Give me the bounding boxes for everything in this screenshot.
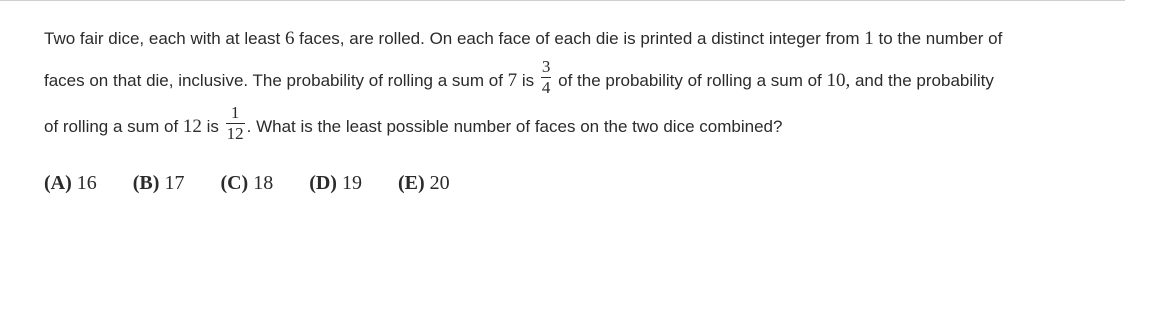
problem-text: of the probability of rolling a sum of (553, 70, 827, 90)
math-number: 12 (182, 115, 202, 137)
problem-text: and the probability (850, 70, 994, 90)
choice-value: 20 (429, 172, 450, 194)
math-number: 6 (284, 28, 295, 49)
choice-label: (D) (309, 172, 337, 194)
choice-a (44, 170, 97, 196)
fraction-denominator: 4 (541, 78, 551, 97)
fraction-one-twelfth (226, 104, 245, 143)
choice-value: 19 (341, 172, 362, 194)
choice-label: (C) (220, 172, 249, 194)
fraction-numerator: 1 (230, 103, 240, 122)
problem-line-1 (44, 26, 1124, 52)
fraction-denominator: 12 (226, 124, 244, 143)
choice-label: (A) (44, 172, 72, 194)
choice-b (133, 170, 185, 196)
math-number: 1 (864, 28, 874, 49)
top-divider (0, 0, 1125, 1)
choice-d (309, 170, 362, 196)
choice-value: 16 (76, 172, 97, 194)
math-number: 10, (826, 69, 851, 91)
fraction-numerator: 3 (541, 57, 551, 76)
choice-e (398, 170, 450, 196)
problem-text: faces, are rolled. On each face of each die is printed a distinct integer from (294, 29, 865, 48)
problem-text: of rolling a sum of (44, 116, 183, 136)
problem-text: is (201, 116, 224, 136)
math-number: 7 (507, 69, 518, 91)
answer-choices (44, 170, 486, 196)
problem-statement (44, 26, 1124, 143)
problem-text: to the number of (873, 29, 1003, 48)
choice-value: 18 (253, 172, 274, 194)
choice-label: (E) (397, 172, 425, 194)
problem-text: . What is the least possible number of faces on the two dice combined? (246, 116, 783, 136)
choice-label: (B) (132, 172, 160, 194)
choice-value: 17 (164, 172, 185, 194)
problem-line-3 (44, 103, 1124, 143)
problem-text: faces on that die, inclusive. The probability of rolling a sum of (44, 70, 508, 90)
problem-text: is (517, 70, 539, 90)
choice-c (220, 170, 273, 196)
problem-text: Two fair dice, each with at least (44, 29, 285, 48)
fraction-three-quarters (541, 58, 552, 97)
problem-line-2 (44, 57, 1124, 97)
